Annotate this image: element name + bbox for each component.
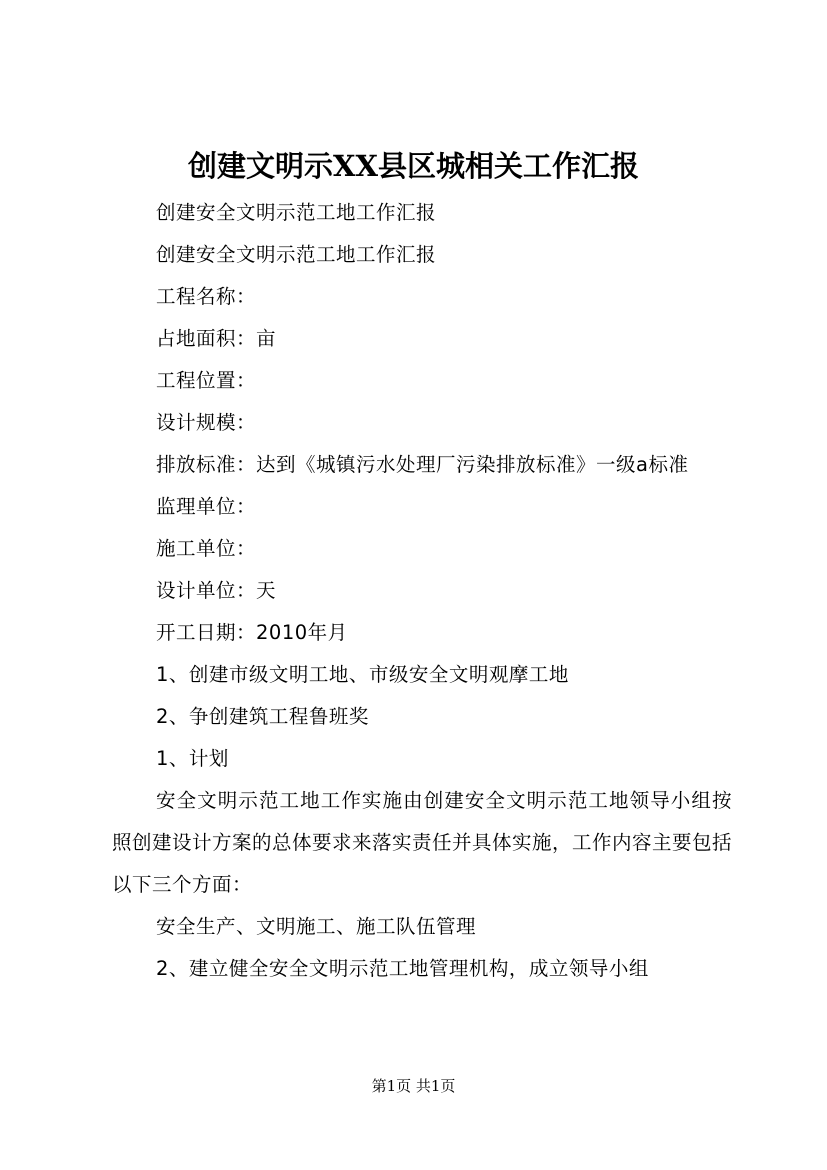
paragraph: 1、创建市级文明工地、市级安全文明观摩工地 (156, 663, 569, 686)
paragraph: 安全生产、文明施工、施工队伍管理 (156, 915, 477, 938)
paragraph: 安全文明示范工地工作实施由创建安全文明示范工地领导小组按照创建设计方案的总体要求来落实责任并具体实施，工作内容主要包括以下三个方面： (112, 789, 733, 896)
area-field: 占地面积：亩 (156, 327, 277, 350)
paragraph: 创建安全文明示范工地工作汇报 (156, 243, 437, 266)
document-title: 创建文明示XX县区城相关工作汇报 (187, 149, 639, 183)
paragraph: 2、争创建筑工程鲁班奖 (156, 705, 369, 728)
project-location-field: 工程位置： (156, 369, 257, 392)
paragraph: 2、建立健全安全文明示范工地管理机构，成立领导小组 (156, 957, 649, 980)
paragraph: 1、计划 (156, 747, 229, 770)
paragraph: 创建安全文明示范工地工作汇报 (156, 201, 437, 224)
design-unit-field: 设计单位：天 (156, 579, 277, 602)
supervision-unit-field: 监理单位： (156, 495, 257, 518)
document-body (112, 192, 732, 990)
start-date-field: 开工日期：2010年月 (156, 621, 348, 644)
construction-unit-field: 施工单位： (156, 537, 257, 560)
design-scale-field: 设计规模： (156, 411, 257, 434)
discharge-standard-field: 排放标准：达到《城镇污水处理厂污染排放标准》一级a标准 (156, 453, 689, 476)
page-footer: 第1页 共1页 (371, 1077, 456, 1095)
project-name-field: 工程名称： (156, 285, 257, 308)
